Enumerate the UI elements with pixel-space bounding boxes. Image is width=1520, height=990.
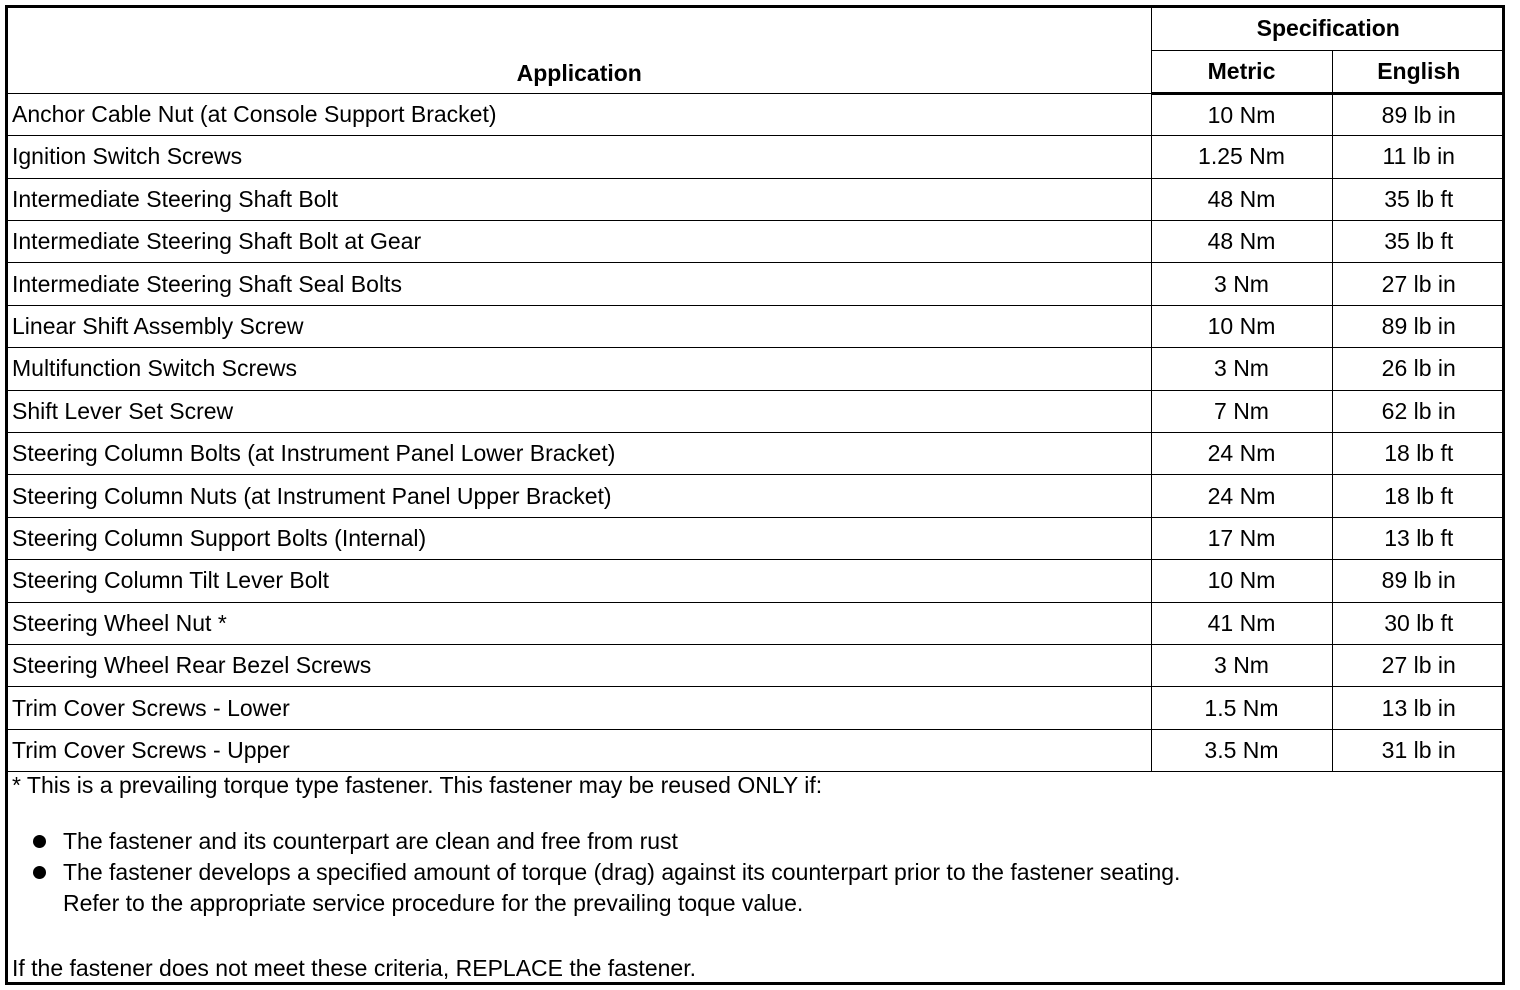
english-cell: 30 lb ft xyxy=(1332,602,1505,644)
application-cell: Intermediate Steering Shaft Bolt xyxy=(8,178,1151,220)
torque-spec-document xyxy=(5,5,1505,985)
application-cell: Multifunction Switch Screws xyxy=(8,348,1151,390)
metric-cell: 10 Nm xyxy=(1151,305,1332,347)
note-bullet xyxy=(8,826,1180,857)
bullet-dot-icon xyxy=(33,866,46,879)
metric-cell: 48 Nm xyxy=(1151,221,1332,263)
note-bullet-continuation-text: Refer to the appropriate service procedure for the prevailing toque value. xyxy=(63,890,804,916)
application-cell: Steering Column Bolts (at Instrument Panel Lower Bracket) xyxy=(8,433,1151,475)
metric-cell: 3 Nm xyxy=(1151,263,1332,305)
application-cell: Steering Column Nuts (at Instrument Panel Upper Bracket) xyxy=(8,475,1151,517)
specification-column-header: Specification xyxy=(1151,8,1505,50)
application-cell: Intermediate Steering Shaft Seal Bolts xyxy=(8,263,1151,305)
application-cell: Steering Wheel Rear Bezel Screws xyxy=(8,644,1151,686)
metric-cell: 48 Nm xyxy=(1151,178,1332,220)
table-row xyxy=(8,475,1505,517)
table-row xyxy=(8,348,1505,390)
note-intro: * This is a prevailing torque type fastener. This fastener may be reused ONLY if: xyxy=(12,772,823,798)
table-row xyxy=(8,178,1505,220)
english-cell: 27 lb in xyxy=(1332,644,1505,686)
metric-cell: 10 Nm xyxy=(1151,93,1332,135)
english-cell: 89 lb in xyxy=(1332,305,1505,347)
table-row xyxy=(8,136,1505,178)
application-cell: Steering Column Support Bolts (Internal) xyxy=(8,517,1151,559)
note-outro: If the fastener does not meet these criteria, REPLACE the fastener. xyxy=(12,955,696,981)
english-cell: 35 lb ft xyxy=(1332,178,1505,220)
table-row xyxy=(8,560,1505,602)
english-cell: 27 lb in xyxy=(1332,263,1505,305)
metric-cell: 3 Nm xyxy=(1151,644,1332,686)
metric-cell: 7 Nm xyxy=(1151,390,1332,432)
metric-cell: 1.5 Nm xyxy=(1151,687,1332,729)
torque-spec-table xyxy=(8,8,1505,772)
application-cell: Trim Cover Screws - Upper xyxy=(8,729,1151,771)
table-row xyxy=(8,687,1505,729)
application-cell: Intermediate Steering Shaft Bolt at Gear xyxy=(8,221,1151,263)
english-cell: 11 lb in xyxy=(1332,136,1505,178)
english-cell: 18 lb ft xyxy=(1332,475,1505,517)
english-cell: 89 lb in xyxy=(1332,560,1505,602)
application-cell: Shift Lever Set Screw xyxy=(8,390,1151,432)
application-cell: Steering Column Tilt Lever Bolt xyxy=(8,560,1151,602)
english-column-header: English xyxy=(1332,50,1505,93)
note-bullet-continuation xyxy=(8,888,1180,919)
metric-cell: 3 Nm xyxy=(1151,348,1332,390)
english-cell: 13 lb in xyxy=(1332,687,1505,729)
application-cell: Anchor Cable Nut (at Console Support Bracket) xyxy=(8,93,1151,135)
table-row xyxy=(8,644,1505,686)
table-row xyxy=(8,602,1505,644)
torque-spec-rows xyxy=(8,93,1505,771)
table-row xyxy=(8,433,1505,475)
metric-cell: 24 Nm xyxy=(1151,433,1332,475)
table-row xyxy=(8,221,1505,263)
application-cell: Trim Cover Screws - Lower xyxy=(8,687,1151,729)
note-bullet-text: The fastener develops a specified amount of torque (drag) against its counterpart prior to the fastener seating. xyxy=(63,859,1181,885)
english-cell: 18 lb ft xyxy=(1332,433,1505,475)
metric-cell: 3.5 Nm xyxy=(1151,729,1332,771)
application-column-header: Application xyxy=(8,8,1151,93)
english-cell: 31 lb in xyxy=(1332,729,1505,771)
table-row xyxy=(8,263,1505,305)
english-cell: 26 lb in xyxy=(1332,348,1505,390)
metric-cell: 41 Nm xyxy=(1151,602,1332,644)
note-bullet xyxy=(8,857,1180,888)
note-bullet-list xyxy=(8,826,1180,919)
metric-cell: 17 Nm xyxy=(1151,517,1332,559)
bullet-dot-icon xyxy=(33,835,46,848)
english-cell: 35 lb ft xyxy=(1332,221,1505,263)
english-cell: 13 lb ft xyxy=(1332,517,1505,559)
table-row xyxy=(8,305,1505,347)
table-row xyxy=(8,390,1505,432)
metric-cell: 24 Nm xyxy=(1151,475,1332,517)
english-cell: 89 lb in xyxy=(1332,93,1505,135)
english-cell: 62 lb in xyxy=(1332,390,1505,432)
application-cell: Ignition Switch Screws xyxy=(8,136,1151,178)
metric-cell: 1.25 Nm xyxy=(1151,136,1332,178)
note-bullet-text: The fastener and its counterpart are clean and free from rust xyxy=(63,828,678,854)
table-row xyxy=(8,93,1505,135)
metric-cell: 10 Nm xyxy=(1151,560,1332,602)
application-cell: Steering Wheel Nut * xyxy=(8,602,1151,644)
table-row xyxy=(8,517,1505,559)
table-row xyxy=(8,729,1505,771)
application-cell: Linear Shift Assembly Screw xyxy=(8,305,1151,347)
metric-column-header: Metric xyxy=(1151,50,1332,93)
